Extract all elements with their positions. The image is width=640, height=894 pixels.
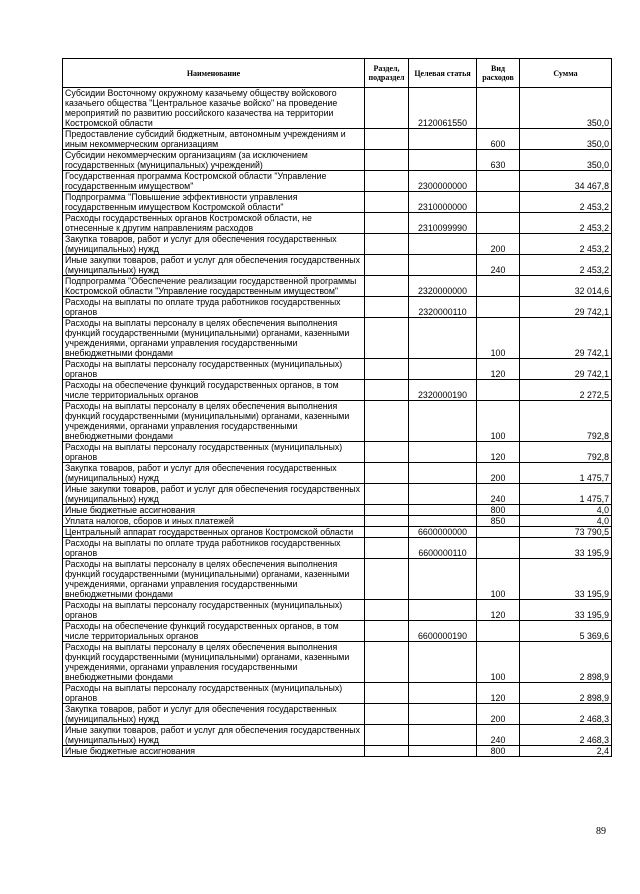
row-sum-cell: 2 453,2 <box>520 192 612 213</box>
row-sum-cell: 2 468,3 <box>520 725 612 746</box>
row-sum-cell: 33 195,9 <box>520 600 612 621</box>
row-name-cell: Расходы на обеспечение функций государственных органов, в том числе территориальных органов <box>63 621 365 642</box>
header-section: Раздел, подраздел <box>365 59 409 88</box>
row-section-cell <box>365 359 409 380</box>
row-type-cell <box>477 380 520 401</box>
row-sum-cell: 2,4 <box>520 746 612 757</box>
table-row <box>63 463 612 484</box>
row-name-cell: Расходы на выплаты персоналу государственных (муниципальных) органов <box>63 683 365 704</box>
row-section-cell <box>365 318 409 359</box>
row-target-cell: 2320000110 <box>409 297 477 318</box>
row-sum-cell: 33 195,9 <box>520 559 612 600</box>
table-body <box>63 88 612 757</box>
row-type-cell: 100 <box>477 401 520 442</box>
row-target-cell <box>409 559 477 600</box>
row-target-cell <box>409 359 477 380</box>
table-row <box>63 380 612 401</box>
row-sum-cell: 350,0 <box>520 129 612 150</box>
row-sum-cell: 33 195,9 <box>520 538 612 559</box>
budget-table <box>62 58 612 757</box>
row-section-cell <box>365 559 409 600</box>
row-name-cell: Иные закупки товаров, работ и услуг для обеспечения государственных (муниципальных) нужд <box>63 725 365 746</box>
row-name-cell: Субсидии некоммерческим организациям (за исключением государственных (муниципальных) учреждений) <box>63 150 365 171</box>
row-section-cell <box>365 463 409 484</box>
row-name-cell: Расходы на выплаты персоналу в целях обеспечения выполнения функций государственными (муниципальными) органами, казенными учреждениями, органами управления государственными внебюджетными фондами <box>63 559 365 600</box>
row-name-cell: Расходы на выплаты персоналу государственных (муниципальных) органов <box>63 600 365 621</box>
row-sum-cell: 2 898,9 <box>520 642 612 683</box>
row-target-cell: 2310099990 <box>409 213 477 234</box>
row-name-cell: Закупка товаров, работ и услуг для обеспечения государственных (муниципальных) нужд <box>63 234 365 255</box>
row-name-cell: Центральный аппарат государственных органов Костромской области <box>63 527 365 538</box>
row-name-cell: Иные закупки товаров, работ и услуг для обеспечения государственных (муниципальных) нужд <box>63 255 365 276</box>
page-number: 89 <box>596 826 606 837</box>
row-type-cell: 240 <box>477 255 520 276</box>
table-row <box>63 621 612 642</box>
row-type-cell: 800 <box>477 746 520 757</box>
row-type-cell <box>477 621 520 642</box>
row-section-cell <box>365 600 409 621</box>
row-sum-cell: 34 467,8 <box>520 171 612 192</box>
table-row <box>63 129 612 150</box>
row-type-cell <box>477 527 520 538</box>
row-sum-cell: 2 272,5 <box>520 380 612 401</box>
header-sum: Сумма <box>520 59 612 88</box>
row-sum-cell: 2 453,2 <box>520 234 612 255</box>
row-sum-cell: 350,0 <box>520 88 612 129</box>
row-type-cell: 120 <box>477 359 520 380</box>
row-section-cell <box>365 484 409 505</box>
row-type-cell <box>477 192 520 213</box>
row-target-cell <box>409 234 477 255</box>
row-name-cell: Уплата налогов, сборов и иных платежей <box>63 516 365 527</box>
row-target-cell <box>409 129 477 150</box>
row-sum-cell: 350,0 <box>520 150 612 171</box>
row-section-cell <box>365 380 409 401</box>
row-target-cell <box>409 505 477 516</box>
row-section-cell <box>365 704 409 725</box>
row-sum-cell: 2 468,3 <box>520 704 612 725</box>
row-type-cell: 120 <box>477 600 520 621</box>
row-name-cell: Иные бюджетные ассигнования <box>63 505 365 516</box>
table-row <box>63 150 612 171</box>
row-target-cell: 2120061550 <box>409 88 477 129</box>
table-row <box>63 192 612 213</box>
row-type-cell <box>477 297 520 318</box>
row-type-cell: 240 <box>477 725 520 746</box>
table-row <box>63 746 612 757</box>
row-sum-cell: 4,0 <box>520 516 612 527</box>
row-name-cell: Расходы на выплаты по оплате труда работников государственных органов <box>63 538 365 559</box>
row-section-cell <box>365 192 409 213</box>
row-section-cell <box>365 88 409 129</box>
row-target-cell <box>409 150 477 171</box>
row-section-cell <box>365 642 409 683</box>
table-row <box>63 516 612 527</box>
table-row <box>63 297 612 318</box>
row-target-cell <box>409 484 477 505</box>
row-sum-cell: 2 453,2 <box>520 213 612 234</box>
row-name-cell: Расходы на выплаты персоналу государственных (муниципальных) органов <box>63 442 365 463</box>
row-type-cell: 240 <box>477 484 520 505</box>
row-sum-cell: 792,8 <box>520 442 612 463</box>
row-sum-cell: 29 742,1 <box>520 359 612 380</box>
row-name-cell: Расходы на выплаты персоналу в целях обеспечения выполнения функций государственными (муниципальными) органами, казенными учреждениями, органами управления государственными внебюджетными фондами <box>63 401 365 442</box>
row-name-cell: Расходы на выплаты персоналу в целях обеспечения выполнения функций государственными (муниципальными) органами, казенными учреждениями, органами управления государственными внебюджетными фондами <box>63 642 365 683</box>
row-section-cell <box>365 527 409 538</box>
header-target: Целевая статья <box>409 59 477 88</box>
row-name-cell: Подпрограмма "Повышение эффективности управления государственным имуществом Костромской области" <box>63 192 365 213</box>
row-sum-cell: 32 014,6 <box>520 276 612 297</box>
table-row <box>63 401 612 442</box>
row-section-cell <box>365 401 409 442</box>
row-type-cell: 200 <box>477 463 520 484</box>
row-target-cell <box>409 401 477 442</box>
row-name-cell: Иные закупки товаров, работ и услуг для обеспечения государственных (муниципальных) нужд <box>63 484 365 505</box>
table-row <box>63 318 612 359</box>
row-target-cell <box>409 683 477 704</box>
row-section-cell <box>365 538 409 559</box>
row-target-cell: 2320000190 <box>409 380 477 401</box>
row-target-cell: 6600000110 <box>409 538 477 559</box>
row-section-cell <box>365 683 409 704</box>
row-type-cell <box>477 171 520 192</box>
row-name-cell: Расходы государственных органов Костромской области, не отнесенные к другим направлениям расходов <box>63 213 365 234</box>
row-section-cell <box>365 621 409 642</box>
row-section-cell <box>365 234 409 255</box>
row-target-cell <box>409 255 477 276</box>
row-section-cell <box>365 213 409 234</box>
row-type-cell: 120 <box>477 442 520 463</box>
row-section-cell <box>365 516 409 527</box>
table-row <box>63 725 612 746</box>
table-row <box>63 559 612 600</box>
row-sum-cell: 1 475,7 <box>520 484 612 505</box>
row-target-cell <box>409 725 477 746</box>
row-target-cell <box>409 463 477 484</box>
row-name-cell: Иные бюджетные ассигнования <box>63 746 365 757</box>
row-section-cell <box>365 505 409 516</box>
row-type-cell <box>477 213 520 234</box>
row-type-cell: 630 <box>477 150 520 171</box>
table-row <box>63 171 612 192</box>
row-name-cell: Предоставление субсидий бюджетным, автономным учреждениям и иным некоммерческим организациям <box>63 129 365 150</box>
row-type-cell: 200 <box>477 234 520 255</box>
table-row <box>63 442 612 463</box>
row-target-cell: 6600000190 <box>409 621 477 642</box>
row-name-cell: Подпрограмма "Обеспечение реализации государственной программы Костромской области "Управление государственным имуществом" <box>63 276 365 297</box>
table-row <box>63 600 612 621</box>
row-target-cell <box>409 516 477 527</box>
row-sum-cell: 73 790,5 <box>520 527 612 538</box>
row-type-cell <box>477 538 520 559</box>
row-name-cell: Расходы на выплаты персоналу государственных (муниципальных) органов <box>63 359 365 380</box>
row-type-cell: 200 <box>477 704 520 725</box>
row-name-cell: Расходы на выплаты по оплате труда работников государственных органов <box>63 297 365 318</box>
row-type-cell <box>477 276 520 297</box>
row-section-cell <box>365 746 409 757</box>
row-name-cell: Закупка товаров, работ и услуг для обеспечения государственных (муниципальных) нужд <box>63 463 365 484</box>
row-type-cell: 120 <box>477 683 520 704</box>
row-section-cell <box>365 255 409 276</box>
table-row <box>63 276 612 297</box>
row-target-cell <box>409 746 477 757</box>
row-type-cell: 100 <box>477 318 520 359</box>
row-sum-cell: 792,8 <box>520 401 612 442</box>
row-name-cell: Расходы на обеспечение функций государственных органов, в том числе территориальных органов <box>63 380 365 401</box>
table-row <box>63 704 612 725</box>
table-row <box>63 359 612 380</box>
table-row <box>63 527 612 538</box>
row-section-cell <box>365 171 409 192</box>
table-row <box>63 505 612 516</box>
row-section-cell <box>365 276 409 297</box>
row-sum-cell: 4,0 <box>520 505 612 516</box>
row-target-cell: 2300000000 <box>409 171 477 192</box>
row-name-cell: Государственная программа Костромской области "Управление государственным имуществом" <box>63 171 365 192</box>
row-type-cell: 100 <box>477 642 520 683</box>
row-type-cell <box>477 88 520 129</box>
row-name-cell: Расходы на выплаты персоналу в целях обеспечения выполнения функций государственными (муниципальными) органами, казенными учреждениями, органами управления государственными внебюджетными фондами <box>63 318 365 359</box>
row-section-cell <box>365 150 409 171</box>
header-type: Вид расходов <box>477 59 520 88</box>
row-sum-cell: 1 475,7 <box>520 463 612 484</box>
table-row <box>63 88 612 129</box>
row-target-cell: 2310000000 <box>409 192 477 213</box>
table-row <box>63 484 612 505</box>
row-section-cell <box>365 129 409 150</box>
row-section-cell <box>365 297 409 318</box>
row-type-cell: 850 <box>477 516 520 527</box>
row-target-cell <box>409 642 477 683</box>
row-target-cell <box>409 704 477 725</box>
row-target-cell: 6600000000 <box>409 527 477 538</box>
table-header <box>63 59 612 88</box>
row-sum-cell: 2 453,2 <box>520 255 612 276</box>
row-type-cell: 600 <box>477 129 520 150</box>
table-row <box>63 683 612 704</box>
row-sum-cell: 2 898,9 <box>520 683 612 704</box>
row-name-cell: Закупка товаров, работ и услуг для обеспечения государственных (муниципальных) нужд <box>63 704 365 725</box>
row-target-cell: 2320000000 <box>409 276 477 297</box>
table-row <box>63 255 612 276</box>
row-target-cell <box>409 318 477 359</box>
row-target-cell <box>409 600 477 621</box>
row-type-cell: 100 <box>477 559 520 600</box>
row-sum-cell: 29 742,1 <box>520 318 612 359</box>
table-row <box>63 234 612 255</box>
table-row <box>63 213 612 234</box>
row-type-cell: 800 <box>477 505 520 516</box>
row-sum-cell: 5 369,6 <box>520 621 612 642</box>
header-name: Наименование <box>63 59 365 88</box>
row-target-cell <box>409 442 477 463</box>
row-section-cell <box>365 442 409 463</box>
table-row <box>63 642 612 683</box>
row-sum-cell: 29 742,1 <box>520 297 612 318</box>
table-row <box>63 538 612 559</box>
row-name-cell: Субсидии Восточному окружному казачьему обществу войскового казачьего общества "Центральное казачье войско" на проведение мероприятий по развитию российского казачества на территории Костромской области <box>63 88 365 129</box>
row-section-cell <box>365 725 409 746</box>
header-row <box>63 59 612 88</box>
